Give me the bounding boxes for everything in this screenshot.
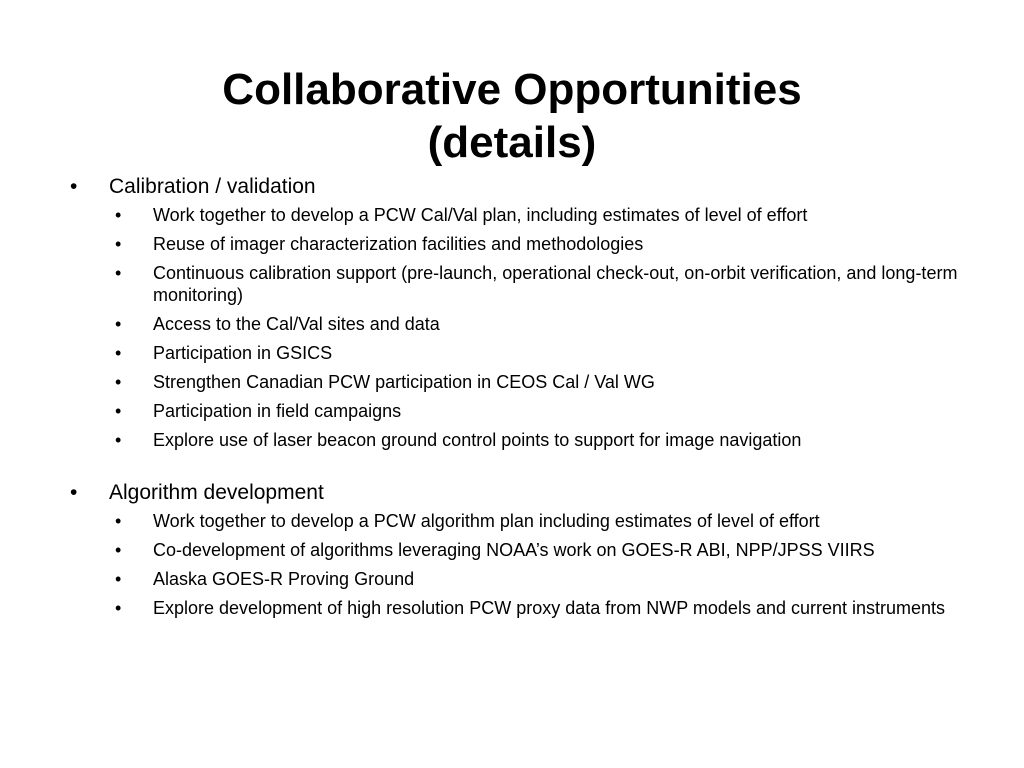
bullet-icon: •	[115, 205, 122, 225]
list-item-text: Explore use of laser beacon ground control points to support for image navigation	[153, 430, 802, 450]
list-item-text: Reuse of imager characterization facilities and methodologies	[153, 234, 644, 254]
list-item-text: Co-development of algorithms leveraging NOAA’s work on GOES-R ABI, NPP/JPSS VIIRS	[153, 540, 875, 560]
title-line-1: Collaborative Opportunities	[222, 65, 802, 115]
list-item	[115, 597, 990, 619]
list-item-text: Alaska GOES-R Proving Ground	[153, 569, 415, 589]
bullet-icon: •	[115, 540, 122, 560]
bullet-icon: •	[115, 430, 122, 450]
section-calibration-validation	[70, 172, 990, 451]
slide-title	[0, 63, 1024, 169]
bullet-icon: •	[115, 569, 122, 589]
list-item-text: Work together to develop a PCW algorithm plan including estimates of level of effort	[153, 511, 820, 531]
bullet-content	[70, 172, 990, 626]
bullet-icon: •	[115, 401, 122, 421]
list-item	[115, 400, 990, 422]
list-item	[115, 429, 990, 451]
bullet-icon: •	[115, 511, 122, 531]
list-item-text: Work together to develop a PCW Cal/Val plan, including estimates of level of effort	[153, 205, 808, 225]
list-item	[115, 313, 990, 335]
section-heading	[70, 478, 990, 508]
list-item	[115, 233, 990, 255]
section-heading-text: Algorithm development	[109, 481, 324, 504]
bullet-icon: •	[115, 343, 122, 363]
list-item-text: Continuous calibration support (pre-launch, operational check-out, on-orbit verification, and long-term monitoring)	[153, 263, 958, 305]
bullet-icon: •	[115, 314, 122, 334]
bullet-icon: •	[70, 175, 78, 198]
list-item-text: Strengthen Canadian PCW participation in CEOS Cal / Val WG	[153, 372, 655, 392]
title-line-2: (details)	[427, 118, 597, 168]
list-item	[115, 342, 990, 364]
bullet-icon: •	[70, 481, 78, 504]
bullet-icon: •	[115, 372, 122, 392]
bullet-icon: •	[115, 234, 122, 254]
list-item-text: Access to the Cal/Val sites and data	[153, 314, 440, 334]
list-item	[115, 262, 990, 306]
list-item	[115, 568, 990, 590]
list-item-text: Participation in GSICS	[153, 343, 333, 363]
list-item	[115, 371, 990, 393]
bullet-icon: •	[115, 263, 122, 283]
section-heading-text: Calibration / validation	[109, 175, 316, 198]
list-item-text: Explore development of high resolution PCW proxy data from NWP models and current instruments	[153, 598, 946, 618]
list-item	[115, 204, 990, 226]
list-item	[115, 539, 990, 561]
section-algorithm-development	[70, 478, 990, 619]
section-heading	[70, 172, 990, 202]
sub-bullet-list	[70, 204, 990, 451]
list-item	[115, 510, 990, 532]
list-item-text: Participation in field campaigns	[153, 401, 402, 421]
bullet-icon: •	[115, 598, 122, 618]
sub-bullet-list	[70, 510, 990, 619]
